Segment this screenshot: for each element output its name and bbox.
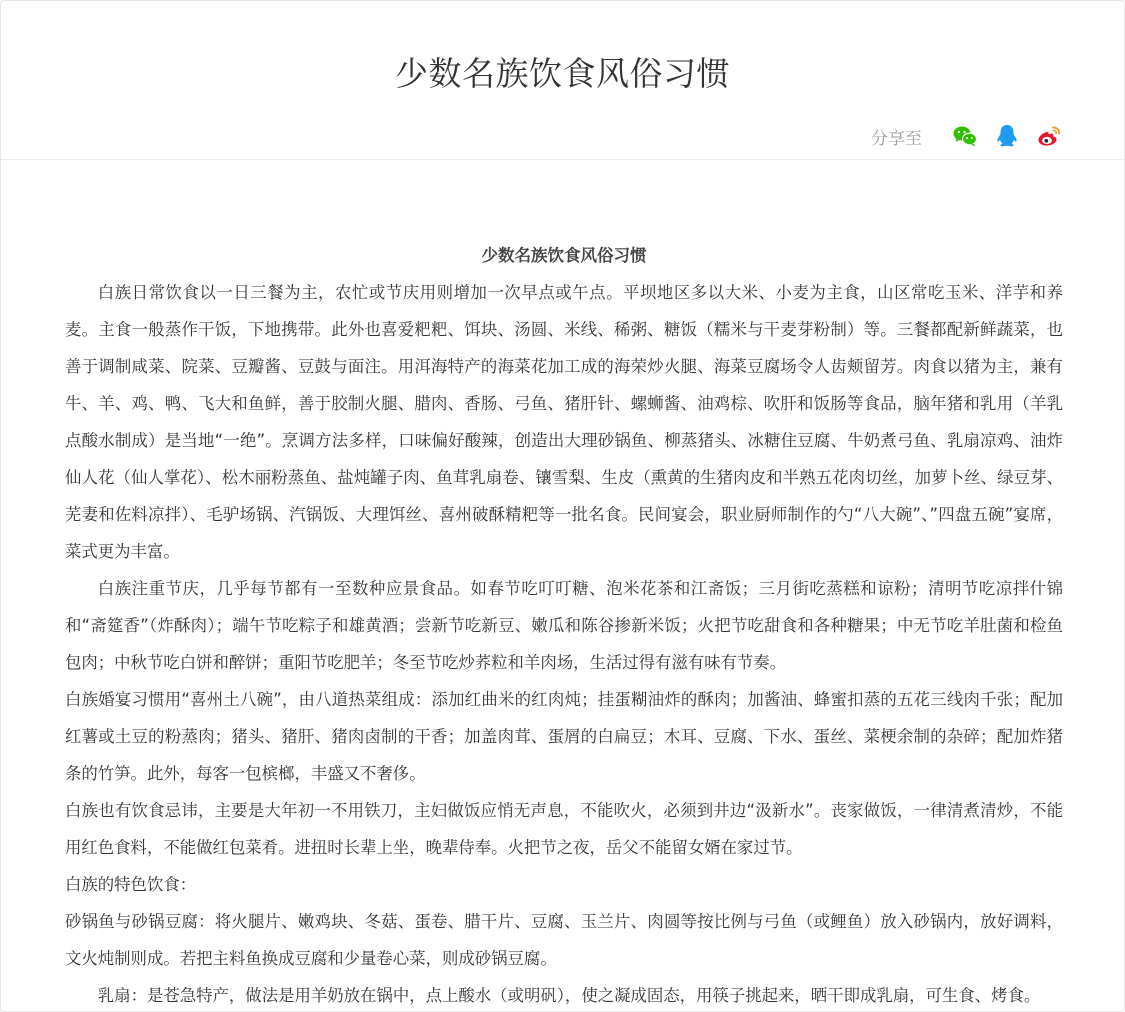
article-paragraph: 乳扇：是苍急特产，做法是用羊奶放在锅中，点上酸水（或明矾），使之凝成固态，用筷子挑起来，晒干即成乳扇，可生食、烤食。 — [97, 986, 1041, 1005]
article-paragraph: 白族婚宴习惯用“喜州土八碗”，由八道热菜组成：添加红曲米的红肉炖；挂蛋糊油炸的酥肉；加酱油、蜂蜜扣蒸的五花三线肉千张；配加红薯或土豆的粉蒸肉；猪头、猪肝、猪肉卤制的干香；加盖肉茸、蛋屑的白扁豆；木耳、豆腐、下水、蛋丝、菜梗余制的杂碎；配加炸猪条的竹笋。此外，每客一包槟榔，丰盛又不奢侈。 — [65, 690, 1063, 783]
article-body — [65, 237, 1063, 1012]
wechat-icon[interactable] — [952, 123, 978, 149]
article-paragraph: 白族注重节庆，几乎每节都有一至数种应景食品。如春节吃叮叮糖、泡米花茶和江斋饭；三月街吃蒸糕和谅粉；清明节吃凉拌什锦和“斋筵香”（炸酥肉）；端午节吃粽子和雄黄酒；尝新节吃新豆、嫩瓜和陈谷掺新米饭；火把节吃甜食和各种糖果；中无节吃羊肚菌和检鱼包肉；中秋节吃白饼和醉饼；重阳节吃肥羊；冬至节吃炒荞粒和羊肉场，生活过得有滋有味有节奏。 — [65, 579, 1063, 672]
share-label: 分享至 — [871, 128, 922, 149]
share-bar — [871, 121, 1062, 151]
article-paragraphs — [65, 274, 1063, 1012]
article-title: 少数名族饮食风俗习惯 — [481, 246, 647, 265]
article-paragraph: 砂锅鱼与砂锅豆腐：将火腿片、嫩鸡块、冬菇、蛋卷、腊干片、豆腐、玉兰片、肉圆等按比例与弓鱼（或鲤鱼）放入砂锅内，放好调料，文火炖制则成。若把主料鱼换成豆腐和少量卷心菜，则成砂锅豆腐。 — [65, 912, 1063, 968]
page-title: 少数名族饮食风俗习惯 — [395, 54, 730, 93]
article-paragraph: 白族的特色饮食： — [65, 875, 197, 894]
page-header — [1, 1, 1124, 160]
qq-icon[interactable] — [994, 123, 1020, 149]
article-paragraph: 白族日常饮食以一日三餐为主，农忙或节庆用则增加一次早点或午点。平坝地区多以大米、小麦为主食，山区常吃玉米、洋芋和养麦。主食一般蒸作干饭，下地携带。此外也喜爱粑粑、饵块、汤圆、米线、稀粥、糖饭（糯米与干麦芽粉制）等。三餐都配新鲜蔬菜，也善于调制咸菜、院菜、豆瓣酱、豆鼓与面注。用洱海特产的海菜花加工成的海荣炒火腿、海菜豆腐场令人齿颊留芳。肉食以猪为主，兼有牛、羊、鸡、鸭、飞大和鱼鲜，善于胶制火腿、腊肉、香肠、弓鱼、猪肝针、螺蛳酱、油鸡棕、吹肝和饭肠等食品，脑年猪和乳用（羊乳点酸水制成）是当地“一绝”。烹调方法多样，口味偏好酸辣，创造出大理砂锅鱼、柳蒸猪头、冰糖住豆腐、牛奶煮弓鱼、乳扇凉鸡、油炸仙人花（仙人掌花）、松木丽粉蒸鱼、盐炖罐子肉、鱼茸乳扇卷、镶雪梨、生皮（熏黄的生猪肉皮和半熟五花肉切丝，加萝卜丝、绿豆芽、芜妻和佐料凉拌）、毛驴场锅、汽锅饭、大理饵丝、喜州破酥精粑等一批名食。民间宴会，职业厨师制作的勺“八大碗”、”四盘五碗”宴席，菜式更为丰富。 — [65, 283, 1063, 561]
article-paragraph: 白族也有饮食忌讳，主要是大年初一不用铁刀，主妇做饭应悄无声息，不能吹火，必须到井边“汲新水”。丧家做饭，一律清煮清炒，不能用红色食料，不能做红包菜肴。进扭时长辈上坐，晚辈侍奉。火把节之夜，岳父不能留女婿在家过节。 — [65, 801, 1063, 857]
weibo-icon[interactable] — [1036, 123, 1062, 149]
